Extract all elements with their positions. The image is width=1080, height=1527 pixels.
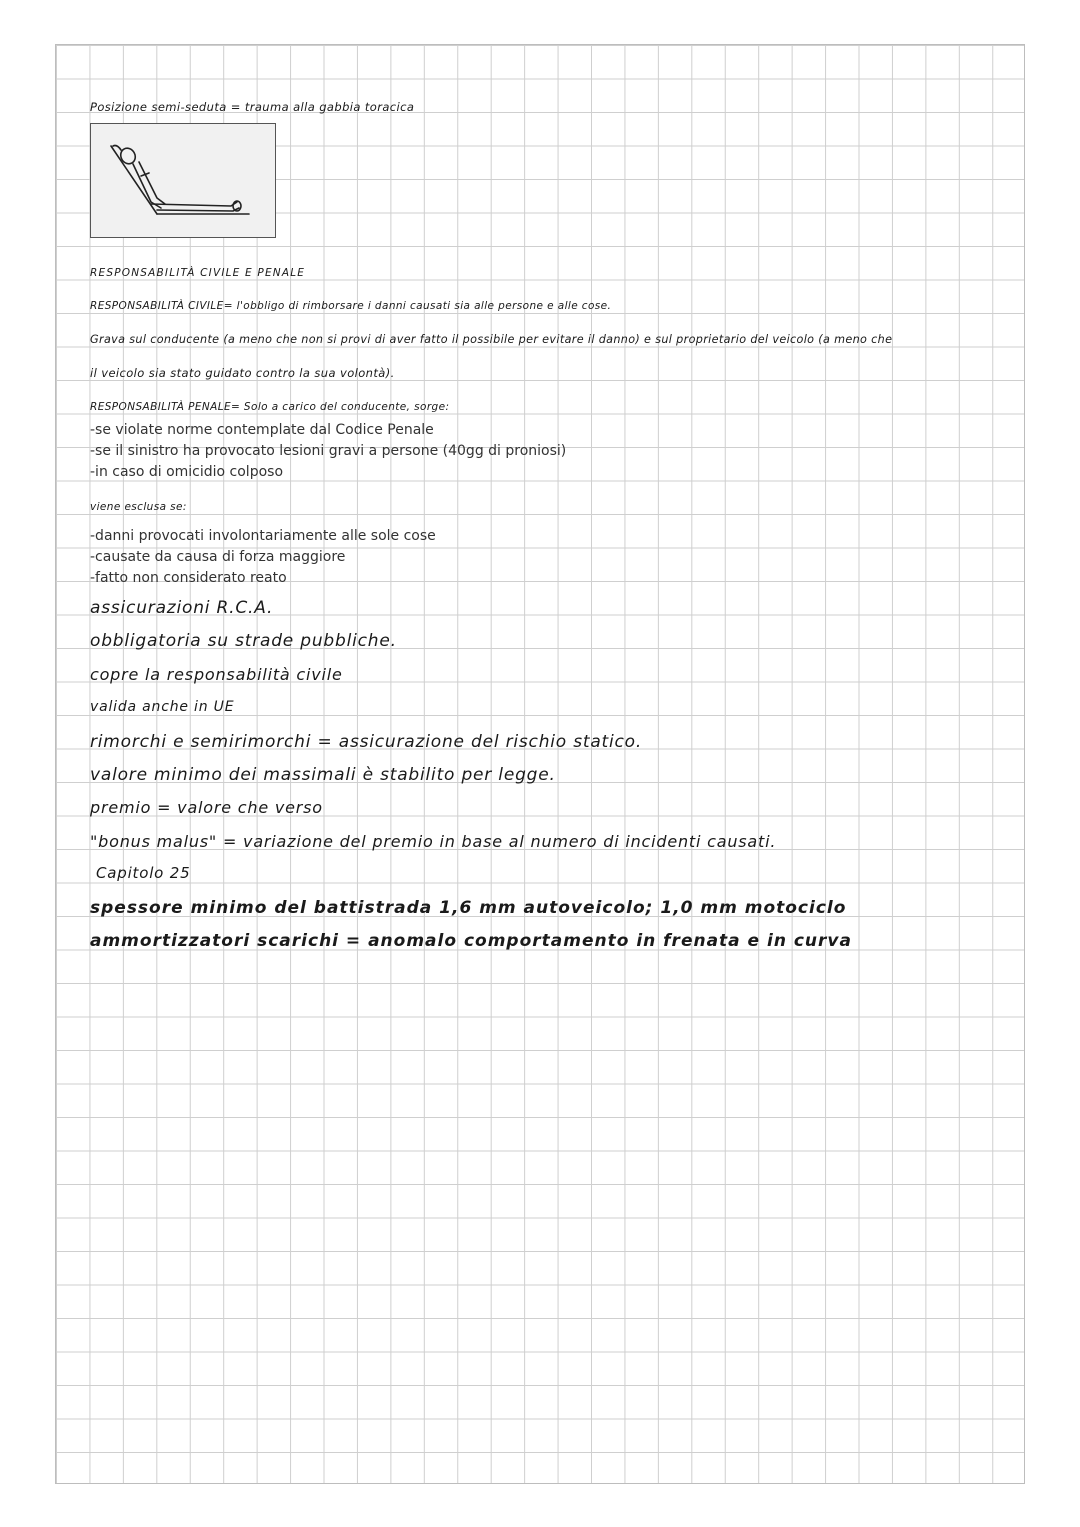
graph-paper <box>55 44 1025 1484</box>
note-civile: RESPONSABILITÀ CIVILE= l'obbligo di rimborsare i danni causati sia alle persone e alle cose. <box>90 300 612 312</box>
note-spessore: spessore minimo del battistrada 1,6 mm autoveicolo; 1,0 mm motociclo <box>90 898 847 918</box>
note-veicolo: il veicolo sia stato guidato contro la sua volontà). <box>90 366 395 380</box>
penale-item: -in caso di omicidio colposo <box>90 464 284 480</box>
rca-line: copre la responsabilità civile <box>90 665 343 684</box>
rca-line: valore minimo dei massimali è stabilito per legge. <box>90 765 556 785</box>
rca-line: premio = valore che verso <box>90 798 323 817</box>
rca-line: "bonus malus" = variazione del premio in base al numero di incidenti causati. <box>90 832 777 851</box>
note-esclusa: viene esclusa se: <box>90 501 187 513</box>
capitolo-heading: Capitolo 25 <box>96 864 191 882</box>
note-grava: Grava sul conducente (a meno che non si provi di aver fatto il possibile per evitare il danno) e sul proprietario del veicolo (a meno che <box>90 333 893 346</box>
stick-figure-icon <box>91 124 277 239</box>
heading-responsabilita: RESPONSABILITÀ CIVILE E PENALE <box>90 267 306 279</box>
rca-title: assicurazioni R.C.A. <box>90 598 274 618</box>
note-penale: RESPONSABILITÀ PENALE= Solo a carico del conducente, sorge: <box>90 401 450 413</box>
rca-line: rimorchi e semirimorchi = assicurazione del rischio statico. <box>90 732 643 752</box>
esclusa-item: -danni provocati involontariamente alle sole cose <box>90 528 436 544</box>
note-posizione: Posizione semi-seduta = trauma alla gabbia toracica <box>90 100 415 114</box>
penale-item: -se violate norme contemplate dal Codice Penale <box>90 422 434 438</box>
semi-seated-figure-illustration <box>90 123 276 238</box>
note-ammortizzatori: ammortizzatori scarichi = anomalo comportamento in frenata e in curva <box>90 931 852 951</box>
esclusa-item: -causate da causa di forza maggiore <box>90 549 346 565</box>
esclusa-item: -fatto non considerato reato <box>90 570 287 586</box>
penale-item: -se il sinistro ha provocato lesioni gravi a persone (40gg di proniosi) <box>90 443 567 459</box>
rca-line: obbligatoria su strade pubbliche. <box>90 631 397 651</box>
rca-line: valida anche in UE <box>90 699 235 715</box>
